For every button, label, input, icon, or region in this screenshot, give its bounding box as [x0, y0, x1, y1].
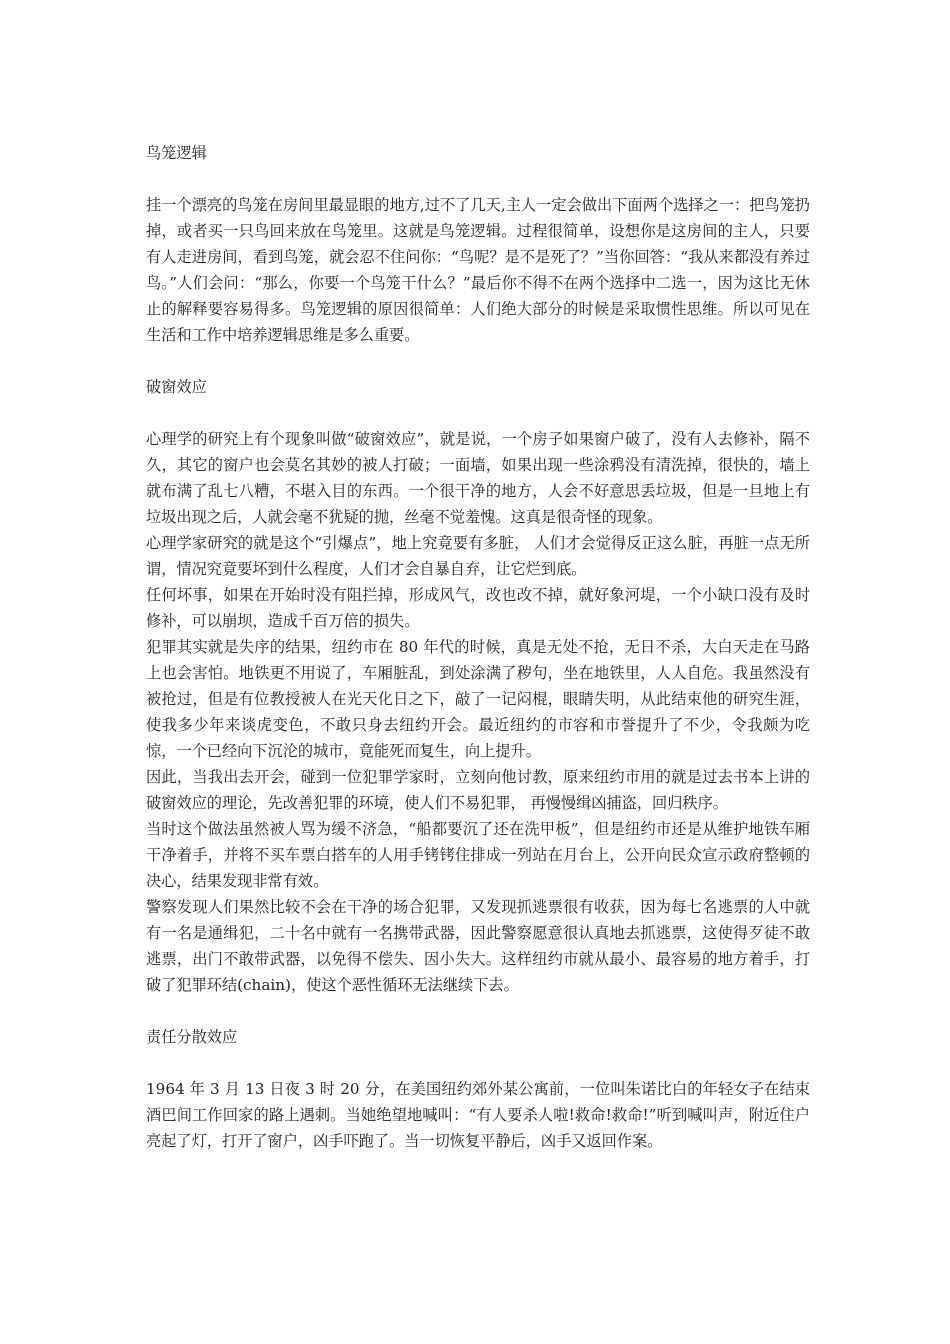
paragraph: 心理学家研究的就是这个“引爆点”，地上究竟要有多脏， 人们才会觉得反正这么脏，再脏一点无所谓，情况究竟要坏到什么程度，人们才会自暴自弃，让它烂到底。 — [146, 534, 810, 578]
section-heading: 责任分散效应 — [146, 1028, 238, 1046]
document-page — [146, 140, 810, 1154]
spacer — [146, 348, 810, 374]
section-bird-cage-logic — [146, 140, 810, 348]
spacer — [146, 1050, 810, 1076]
paragraph: 任何坏事，如果在开始时没有阻拦掉，形成风气，改也改不掉，就好象河堤，一个小缺口没有及时修补，可以崩坝，造成千百万倍的损失。 — [146, 586, 810, 630]
section-heading: 鸟笼逻辑 — [146, 144, 207, 162]
spacer — [146, 400, 810, 426]
paragraph: 犯罪其实就是失序的结果，纽约市在 80 年代的时候，真是无处不抢，无日不杀，大白天走在马路上也会害怕。地铁更不用说了，车厢脏乱，到处涂满了秽句，坐在地铁里，人人自危。我虽然没有被抢过，但是有位教授被人在光天化日之下，敲了一记闷棍，眼睛失明，从此结束他的研究生涯，使我多少年来谈虎变色，不敢只身去纽约开会。最近纽约的市容和市誉提升了不少，令我颇为吃惊，一个已经向下沉沦的城市，竟能死而复生，向上提升。 — [146, 638, 810, 760]
paragraph: 挂一个漂亮的鸟笼在房间里最显眼的地方,过不了几天,主人一定会做出下面两个选择之一：把鸟笼扔掉，或者买一只鸟回来放在鸟笼里。这就是鸟笼逻辑。过程很简单，设想你是这房间的主人，只要有人走进房间，看到鸟笼，就会忍不住问你：“鸟呢？是不是死了？”当你回答：“我从来都没有养过鸟。”人们会问：“那么，你要一个鸟笼干什么？”最后你不得不在两个选择中二选一，因为这比无休止的解释要容易得多。鸟笼逻辑的原因很简单：人们绝大部分的时候是采取惯性思维。所以可见在生活和工作中培养逻辑思维是多么重要。 — [146, 196, 810, 344]
paragraph: 警察发现人们果然比较不会在干净的场合犯罪，又发现抓逃票很有收获，因为每七名逃票的人中就有一名是通缉犯，二十名中就有一名携带武器，因此警察愿意很认真地去抓逃票，这使得歹徒不敢逃票，出门不敢带武器，以免得不偿失、因小失大。这样纽约市就从最小、最容易的地方着手，打破了犯罪环结(chain)，使这个恶性循环无法继续下去。 — [146, 898, 810, 994]
spacer — [146, 998, 810, 1024]
section-broken-windows-effect — [146, 374, 810, 998]
paragraph: 当时这个做法虽然被人骂为缓不济急，“船都要沉了还在洗甲板”，但是纽约市还是从维护地铁车厢干净着手，并将不买车票白搭车的人用手铐铐住排成一列站在月台上，公开向民众宣示政府整顿的决心，结果发现非常有效。 — [146, 820, 810, 890]
paragraph: 1964 年 3 月 13 日夜 3 时 20 分，在美国纽约郊外某公寓前，一位叫朱诺比白的年轻女子在结束酒巴间工作回家的路上遇刺。当她绝望地喊叫：“有人要杀人啦!救命!救命!”听到喊叫声，附近住户亮起了灯，打开了窗户，凶手吓跑了。当一切恢复平静后，凶手又返回作案。 — [146, 1080, 810, 1150]
paragraph: 心理学的研究上有个现象叫做“破窗效应”，就是说，一个房子如果窗户破了，没有人去修补，隔不久，其它的窗户也会莫名其妙的被人打破；一面墙，如果出现一些涂鸦没有清洗掉，很快的，墙上就布满了乱七八糟，不堪入目的东西。一个很干净的地方，人会不好意思丢垃圾，但是一旦地上有垃圾出现之后，人就会毫不犹疑的抛，丝毫不觉羞愧。这真是很奇怪的现象。 — [146, 430, 810, 526]
section-heading: 破窗效应 — [146, 378, 207, 396]
section-diffusion-of-responsibility — [146, 1024, 810, 1154]
paragraph: 因此，当我出去开会，碰到一位犯罪学家时，立刻向他讨教，原来纽约市用的就是过去书本上讲的破窗效应的理论，先改善犯罪的环境，使人们不易犯罪， 再慢慢缉凶捕盗，回归秩序。 — [146, 768, 810, 812]
spacer — [146, 166, 810, 192]
